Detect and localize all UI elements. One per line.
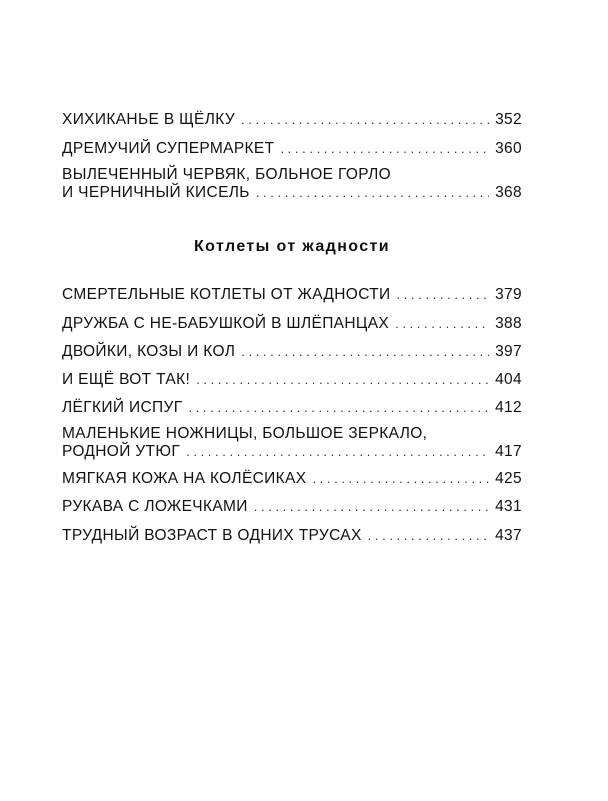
toc-page-number: 368	[495, 184, 522, 201]
toc-line	[62, 527, 522, 545]
toc-leader-dots	[312, 470, 489, 488]
table-of-contents-page	[62, 0, 522, 801]
toc-entry	[62, 166, 522, 202]
toc-page-number: 379	[495, 286, 522, 303]
toc-entry-title: ДВОЙКИ, КОЗЫ И КОЛ	[62, 343, 236, 360]
toc-entry	[62, 140, 522, 158]
toc-leader-dots	[280, 140, 489, 158]
toc-page-number: 352	[495, 111, 522, 128]
toc-entry-title-line1: МАЛЕНЬКИЕ НОЖНИЦЫ, БОЛЬШОЕ ЗЕРКАЛО,	[62, 425, 428, 442]
toc-leader-dots	[186, 443, 489, 461]
toc-page-number: 388	[495, 315, 522, 332]
toc-line	[62, 140, 522, 158]
toc-leader-dots	[188, 399, 489, 417]
toc-entry-title: СМЕРТЕЛЬНЫЕ КОТЛЕТЫ ОТ ЖАДНОСТИ	[62, 286, 391, 303]
toc-entry-title: РУКАВА С ЛОЖЕЧКАМИ	[62, 498, 248, 515]
toc-line	[62, 470, 522, 488]
toc-entry	[62, 371, 522, 389]
toc-entry-title: ТРУДНЫЙ ВОЗРАСТ В ОДНИХ ТРУСАХ	[62, 527, 362, 544]
toc-entry	[62, 343, 522, 361]
toc-leader-dots	[241, 111, 489, 129]
toc-page-number: 437	[495, 527, 522, 544]
toc-page-number: 360	[495, 140, 522, 157]
toc-page-number: 417	[495, 443, 522, 460]
toc-line	[62, 399, 522, 417]
toc-line	[62, 111, 522, 129]
toc-leader-dots	[368, 527, 489, 545]
toc-entry	[62, 498, 522, 516]
toc-page-number: 397	[495, 343, 522, 360]
toc-page-number: 425	[495, 470, 522, 487]
toc-line	[62, 343, 522, 361]
toc-line	[62, 443, 522, 461]
toc-leader-dots	[256, 184, 489, 202]
toc-entry-title: ХИХИКАНЬЕ В ЩЁЛКУ	[62, 111, 236, 128]
toc-line	[62, 286, 522, 304]
section-heading: Котлеты от жадности	[194, 238, 390, 255]
toc-entry	[62, 111, 522, 129]
toc-entry-title: ЛЁГКИЙ ИСПУГ	[62, 399, 183, 416]
toc-entry-title: ДРУЖБА С НЕ-БАБУШКОЙ В ШЛЁПАНЦАХ	[62, 315, 390, 332]
toc-entry-title-line1: ВЫЛЕЧЕННЫЙ ЧЕРВЯК, БОЛЬНОЕ ГОРЛО	[62, 166, 392, 183]
toc-entry-title: РОДНОЙ УТЮГ	[62, 443, 181, 460]
toc-entry	[62, 315, 522, 333]
toc-entry-title: ДРЕМУЧИЙ СУПЕРМАРКЕТ	[62, 140, 275, 157]
toc-entry-title: И ЕЩЁ ВОТ ТАК!	[62, 371, 191, 388]
toc-page-number: 431	[495, 498, 522, 515]
toc-entry	[62, 425, 522, 461]
toc-page-number: 404	[495, 371, 522, 388]
toc-entry-title: И ЧЕРНИЧНЫЙ КИСЕЛЬ	[62, 184, 250, 201]
toc-line	[62, 184, 522, 202]
toc-line	[62, 498, 522, 516]
toc-line	[62, 371, 522, 389]
toc-entry	[62, 527, 522, 545]
toc-line	[62, 315, 522, 333]
toc-leader-dots	[254, 498, 489, 516]
toc-leader-dots	[241, 343, 489, 361]
toc-entry	[62, 470, 522, 488]
toc-leader-dots	[397, 286, 490, 304]
toc-entry-title: МЯГКАЯ КОЖА НА КОЛЁСИКАХ	[62, 470, 307, 487]
toc-entry	[62, 286, 522, 304]
toc-leader-dots	[395, 315, 489, 333]
toc-leader-dots	[196, 371, 489, 389]
toc-page-number: 412	[495, 399, 522, 416]
toc-entry	[62, 399, 522, 417]
